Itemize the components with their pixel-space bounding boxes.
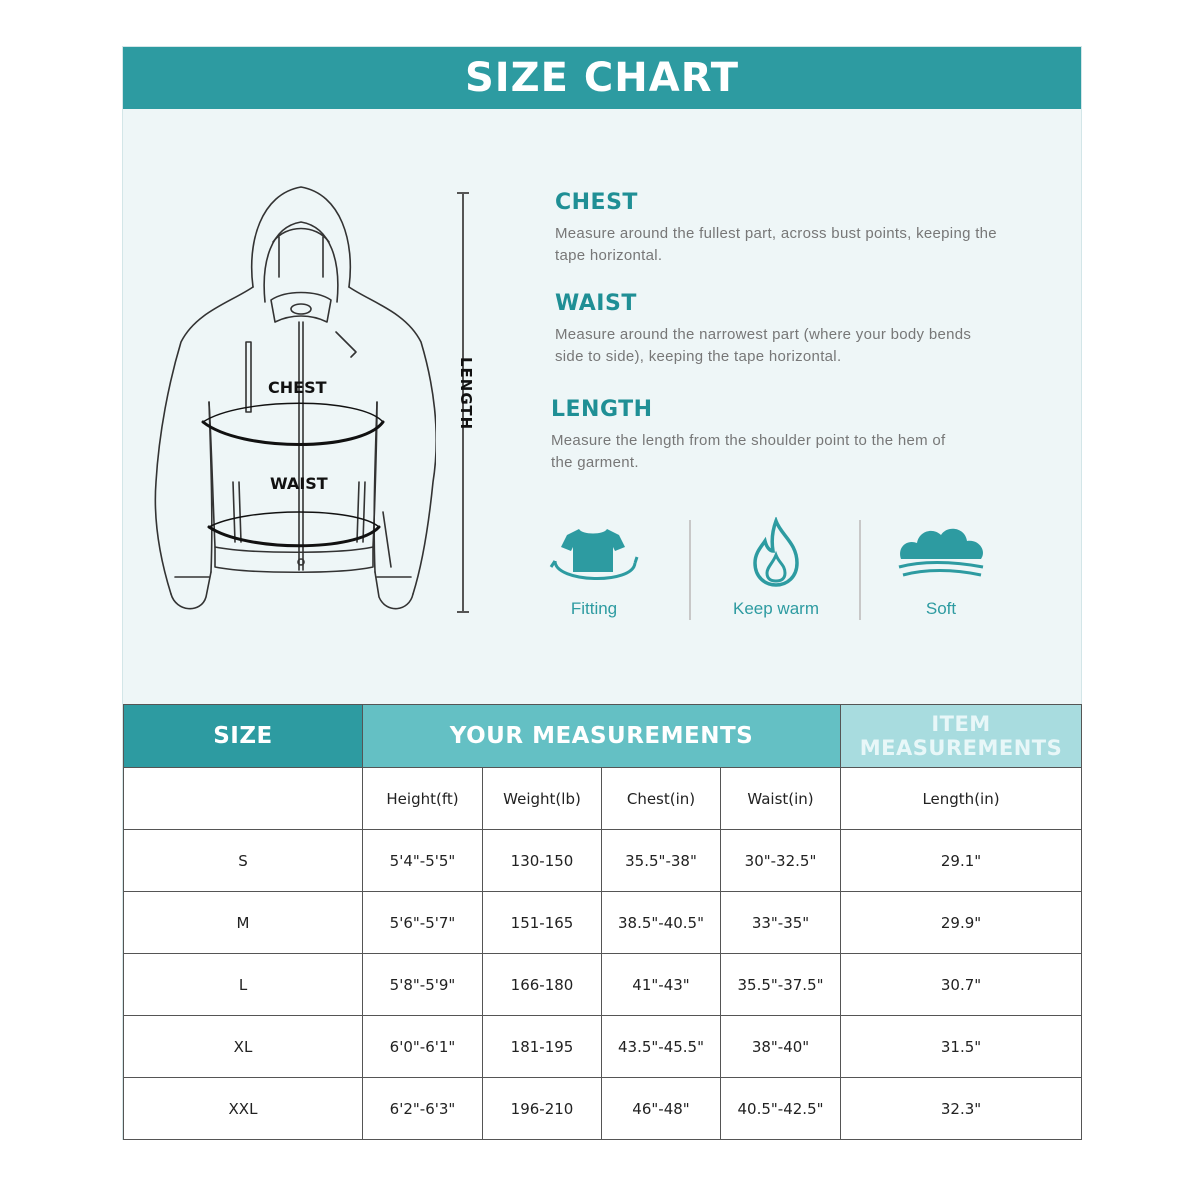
table-cell: M <box>124 892 363 954</box>
size-table <box>123 704 1082 1140</box>
guide-chest <box>555 190 1015 267</box>
table-cell: 29.9" <box>841 892 1082 954</box>
table-subheader-row <box>124 768 1082 830</box>
table-cell: 32.3" <box>841 1078 1082 1140</box>
feature-keep-warm <box>706 517 846 619</box>
guide-length-text: Measure the length from the shoulder point to the hem of the garment. <box>551 432 946 471</box>
table-cell: 130-150 <box>483 830 602 892</box>
diagram-length-label: LENGTH <box>457 357 475 431</box>
guide-length <box>551 397 1011 474</box>
table-cell: 196-210 <box>483 1078 602 1140</box>
table-cell: 41"-43" <box>602 954 721 1016</box>
tshirt-fit-icon <box>549 517 639 589</box>
table-cell: 38.5"-40.5" <box>602 892 721 954</box>
subheader-cell <box>124 768 363 830</box>
table-cell: 5'4"-5'5" <box>363 830 483 892</box>
cloud-icon <box>891 517 991 589</box>
feature-keep-warm-label: Keep warm <box>733 599 819 618</box>
feature-soft-label: Soft <box>925 599 957 618</box>
table-cell: 5'6"-5'7" <box>363 892 483 954</box>
header-your-measurements: YOUR MEASUREMENTS <box>363 705 841 768</box>
guide-waist-heading: WAIST <box>555 291 637 316</box>
table-cell: 40.5"-42.5" <box>721 1078 841 1140</box>
jacket-illustration <box>151 182 436 627</box>
feature-divider <box>859 520 861 620</box>
table-row <box>124 892 1082 954</box>
page-title: SIZE CHART <box>464 55 740 101</box>
table-cell: 6'0"-6'1" <box>363 1016 483 1078</box>
table-cell: 166-180 <box>483 954 602 1016</box>
table-cell: XL <box>124 1016 363 1078</box>
guide-chest-heading: CHEST <box>555 190 638 215</box>
guide-chest-text: Measure around the fullest part, across bust points, keeping the tape horizontal. <box>555 225 997 264</box>
size-chart-card <box>123 47 1081 1139</box>
table-cell: 35.5"-38" <box>602 830 721 892</box>
table-cell: 181-195 <box>483 1016 602 1078</box>
feature-fitting-label: Fitting <box>570 599 618 618</box>
table-row <box>124 830 1082 892</box>
table-cell: XXL <box>124 1078 363 1140</box>
table-row <box>124 954 1082 1016</box>
diagram-waist-label: WAIST <box>270 474 328 493</box>
feature-fitting <box>524 517 664 619</box>
table-cell: 33"-35" <box>721 892 841 954</box>
table-cell: 29.1" <box>841 830 1082 892</box>
header-item-measurements: ITEM MEASUREMENTS <box>841 705 1082 768</box>
subheader-cell: Length(in) <box>841 768 1082 830</box>
table-cell: 6'2"-6'3" <box>363 1078 483 1140</box>
guide-waist <box>555 291 1015 368</box>
table-cell: 5'8"-5'9" <box>363 954 483 1016</box>
table-cell: 31.5" <box>841 1016 1082 1078</box>
subheader-cell: Weight(lb) <box>483 768 602 830</box>
table-cell: 46"-48" <box>602 1078 721 1140</box>
subheader-cell: Chest(in) <box>602 768 721 830</box>
feature-divider <box>689 520 691 620</box>
table-cell: 30"-32.5" <box>721 830 841 892</box>
table-cell: 151-165 <box>483 892 602 954</box>
feature-soft <box>871 517 1011 619</box>
subheader-cell: Height(ft) <box>363 768 483 830</box>
table-cell: 30.7" <box>841 954 1082 1016</box>
flame-icon <box>731 517 821 589</box>
table-cell: S <box>124 830 363 892</box>
table-cell: 38"-40" <box>721 1016 841 1078</box>
table-cell: 35.5"-37.5" <box>721 954 841 1016</box>
title-banner <box>123 47 1081 109</box>
table-row <box>124 1016 1082 1078</box>
subheader-cell: Waist(in) <box>721 768 841 830</box>
table-cell: L <box>124 954 363 1016</box>
table-cell: 43.5"-45.5" <box>602 1016 721 1078</box>
table-row <box>124 1078 1082 1140</box>
diagram-chest-label: CHEST <box>268 378 327 397</box>
header-size: SIZE <box>124 705 363 768</box>
guide-waist-text: Measure around the narrowest part (where your body bends side to side), keeping the tape horizontal. <box>555 326 972 365</box>
guide-length-heading: LENGTH <box>551 397 653 422</box>
table-header-row <box>124 705 1082 768</box>
